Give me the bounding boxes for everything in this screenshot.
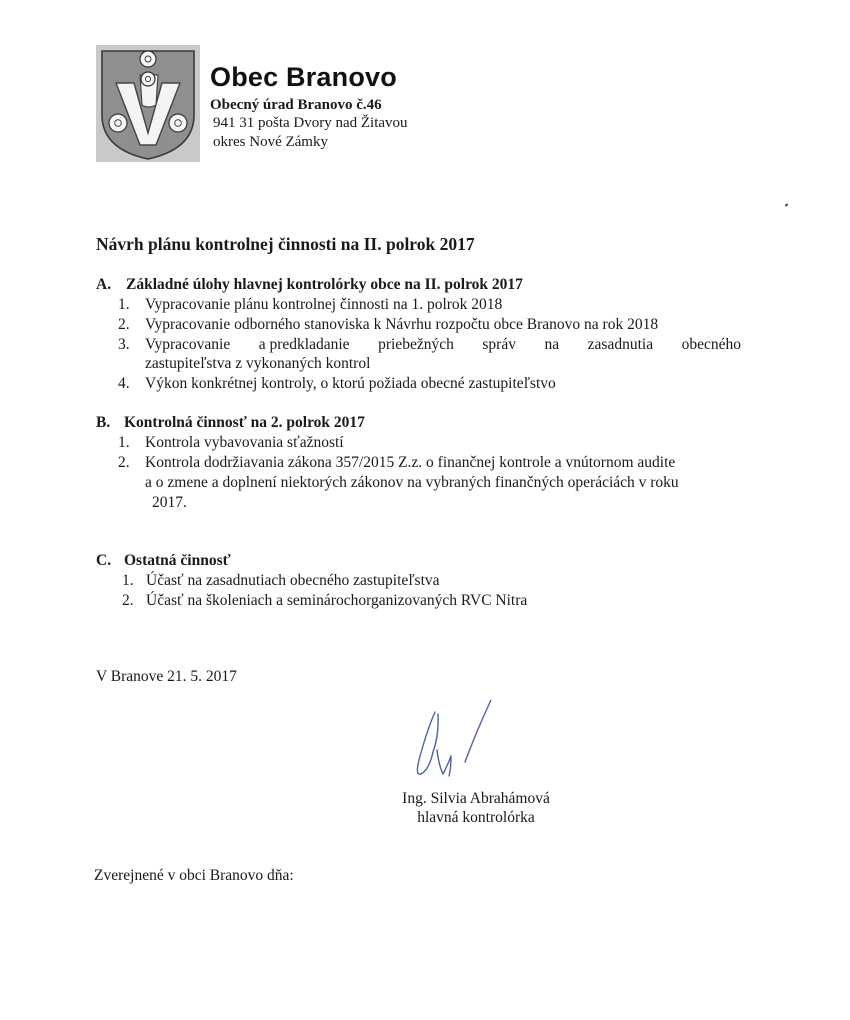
section-a-item-4: Výkon konkrétnej kontroly, o ktorú požiada obecné zastupiteľstvo xyxy=(145,375,556,392)
section-c-heading: Ostatná činnosť xyxy=(124,552,231,569)
section-c-letter: C. xyxy=(96,552,112,569)
section-a-item-3-line-2: zastupiteľstva z vykonaných kontrol xyxy=(145,355,371,372)
section-a-item-1: Vypracovanie plánu kontrolnej činnosti na 1. polrok 2018 xyxy=(145,296,503,313)
word: na xyxy=(544,336,560,353)
section-b-letter: B. xyxy=(96,414,111,431)
section-a-item-2-number: 2. xyxy=(118,316,130,333)
published-note: Zverejnené v obci Branovo dňa: xyxy=(94,867,294,884)
address-line-1: 941 31 pošta Dvory nad Žitavou xyxy=(213,115,408,131)
section-c-item-2-number: 2. xyxy=(122,592,134,609)
section-b-item-2-line-3: 2017. xyxy=(152,494,187,511)
handwritten-signature xyxy=(405,700,505,785)
section-a-item-1-number: 1. xyxy=(118,296,130,313)
word: správ xyxy=(482,336,516,353)
word: obecného xyxy=(681,336,741,353)
section-a-letter: A. xyxy=(96,276,112,293)
document-title: Návrh plánu kontrolnej činnosti na II. polrok 2017 xyxy=(96,234,475,254)
word: a predkladanie xyxy=(258,336,350,353)
signer-name: Ing. Silvia Abrahámová xyxy=(402,790,550,807)
section-b-item-2-line-1: Kontrola dodržiavania zákona 357/2015 Z.z. o finančnej kontrole a vnútornom audite xyxy=(145,454,676,471)
address-line-2: okres Nové Zámky xyxy=(213,134,328,150)
section-a-heading: Základné úlohy hlavnej kontrolórky obce na II. polrok 2017 xyxy=(126,276,523,293)
section-a-item-4-number: 4. xyxy=(118,375,130,392)
word: zasadnutia xyxy=(587,336,654,353)
section-b-item-2-number: 2. xyxy=(118,454,130,471)
section-b-item-2-line-2: a o zmene a doplnení niektorých zákonov na vybraných finančných operáciách v roku xyxy=(145,474,679,491)
section-c-item-1-number: 1. xyxy=(122,572,134,589)
signer-role: hlavná kontrolórka xyxy=(417,809,535,826)
section-a-item-2: Vypracovanie odborného stanoviska k Návrhu rozpočtu obce Branovo na rok 2018 xyxy=(145,316,659,333)
section-b-item-1: Kontrola vybavovania sťažností xyxy=(145,434,344,451)
section-a-item-3-number: 3. xyxy=(118,336,130,353)
office-name: Obecný úrad Branovo č.46 xyxy=(210,97,382,113)
word: Vypracovanie xyxy=(145,336,231,353)
section-c-item-1: Účasť na zasadnutiach obecného zastupiteľstva xyxy=(146,572,440,589)
municipality-name: Obec Branovo xyxy=(210,62,397,92)
section-b-heading: Kontrolná činnosť na 2. polrok 2017 xyxy=(124,414,365,431)
section-b-item-1-number: 1. xyxy=(118,434,130,451)
scan-speck xyxy=(785,203,789,206)
signature-block xyxy=(366,789,586,827)
section-c-item-2: Účasť na školeniach a seminárochorganizovaných RVC Nitra xyxy=(146,592,528,609)
coat-of-arms-image xyxy=(96,45,200,162)
place-and-date: V Branove 21. 5. 2017 xyxy=(96,668,237,685)
section-a-item-3-line-1 xyxy=(145,336,741,354)
word: priebežných xyxy=(378,336,454,353)
